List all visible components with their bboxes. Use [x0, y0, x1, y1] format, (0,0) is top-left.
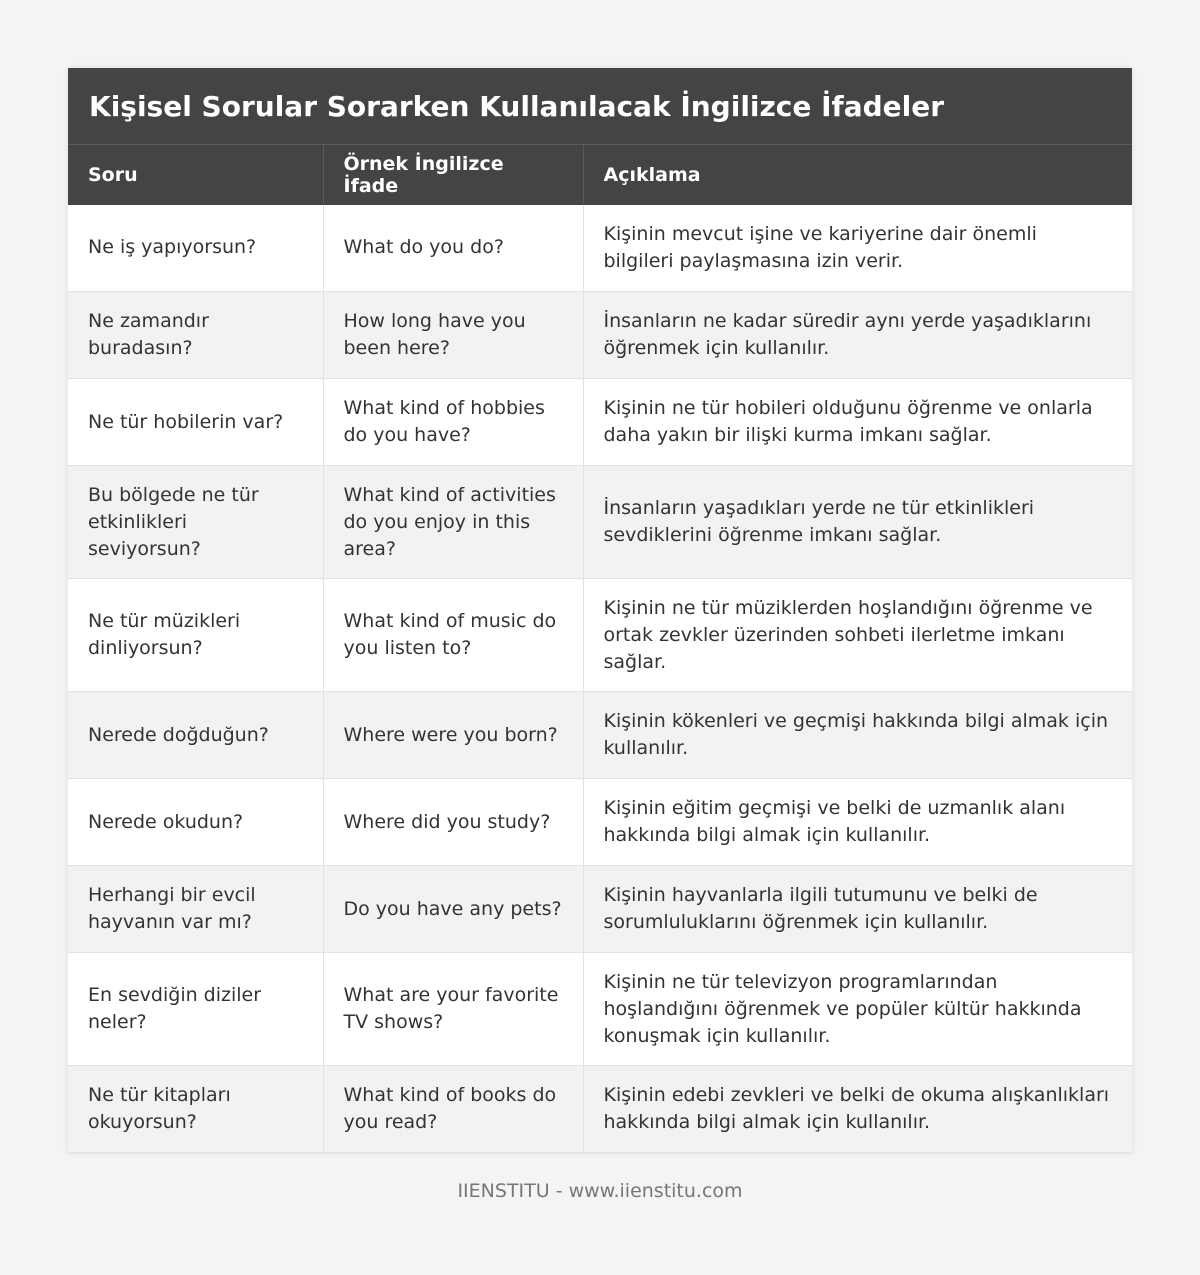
table-card [68, 68, 1132, 1153]
table-row [68, 692, 1132, 779]
cell-soru: Nerede okudun? [68, 779, 323, 866]
table-row [68, 292, 1132, 379]
cell-aciklama: Kişinin mevcut işine ve kariyerine dair önemli bilgileri paylaşmasına izin verir. [583, 205, 1132, 292]
phrases-table [68, 144, 1132, 1153]
table-row [68, 953, 1132, 1066]
cell-ifade: What do you do? [323, 205, 583, 292]
cell-ifade: How long have you been here? [323, 292, 583, 379]
cell-soru: Ne zamandır buradasın? [68, 292, 323, 379]
cell-soru: Herhangi bir evcil hayvanın var mı? [68, 866, 323, 953]
cell-ifade: What kind of hobbies do you have? [323, 379, 583, 466]
cell-ifade: What are your favorite TV shows? [323, 953, 583, 1066]
cell-aciklama: Kişinin ne tür müziklerden hoşlandığını öğrenme ve ortak zevkler üzerinden sohbeti ilerletme imkanı sağlar. [583, 579, 1132, 692]
table-row [68, 466, 1132, 579]
cell-soru: Ne tür kitapları okuyorsun? [68, 1066, 323, 1153]
cell-ifade: Where were you born? [323, 692, 583, 779]
cell-soru: Ne tür müzikleri dinliyorsun? [68, 579, 323, 692]
cell-soru: Nerede doğduğun? [68, 692, 323, 779]
cell-aciklama: Kişinin hayvanlarla ilgili tutumunu ve belki de sorumluluklarını öğrenmek için kullanılır. [583, 866, 1132, 953]
table-row [68, 579, 1132, 692]
cell-ifade: Where did you study? [323, 779, 583, 866]
cell-aciklama: Kişinin eğitim geçmişi ve belki de uzmanlık alanı hakkında bilgi almak için kullanılır. [583, 779, 1132, 866]
cell-ifade: What kind of music do you listen to? [323, 579, 583, 692]
cell-ifade: What kind of activities do you enjoy in this area? [323, 466, 583, 579]
cell-aciklama: Kişinin ne tür hobileri olduğunu öğrenme ve onlarla daha yakın bir ilişki kurma imkanı sağlar. [583, 379, 1132, 466]
header-soru: Soru [68, 145, 323, 205]
cell-aciklama: Kişinin ne tür televizyon programlarından hoşlandığını öğrenmek ve popüler kültür hakkında konuşmak için kullanılır. [583, 953, 1132, 1066]
table-header-row [68, 145, 1132, 205]
cell-ifade: What kind of books do you read? [323, 1066, 583, 1153]
header-ornek-ifade: Örnek İngilizce İfade [323, 145, 583, 205]
cell-soru: Ne iş yapıyorsun? [68, 205, 323, 292]
cell-aciklama: İnsanların ne kadar süredir aynı yerde yaşadıklarını öğrenmek için kullanılır. [583, 292, 1132, 379]
table-row [68, 379, 1132, 466]
table-title: Kişisel Sorular Sorarken Kullanılacak İngilizce İfadeler [68, 68, 1132, 144]
table-row [68, 205, 1132, 292]
cell-soru: Ne tür hobilerin var? [68, 379, 323, 466]
cell-aciklama: Kişinin kökenleri ve geçmişi hakkında bilgi almak için kullanılır. [583, 692, 1132, 779]
footer-credit: IIENSTITU - www.iienstitu.com [457, 1180, 743, 1202]
table-row [68, 1066, 1132, 1153]
cell-aciklama: Kişinin edebi zevkleri ve belki de okuma alışkanlıkları hakkında bilgi almak için kullanılır. [583, 1066, 1132, 1153]
table-row [68, 779, 1132, 866]
cell-soru: En sevdiğin diziler neler? [68, 953, 323, 1066]
cell-aciklama: İnsanların yaşadıkları yerde ne tür etkinlikleri sevdiklerini öğrenme imkanı sağlar. [583, 466, 1132, 579]
cell-soru: Bu bölgede ne tür etkinlikleri seviyorsun? [68, 466, 323, 579]
header-aciklama: Açıklama [583, 145, 1132, 205]
cell-ifade: Do you have any pets? [323, 866, 583, 953]
table-row [68, 866, 1132, 953]
